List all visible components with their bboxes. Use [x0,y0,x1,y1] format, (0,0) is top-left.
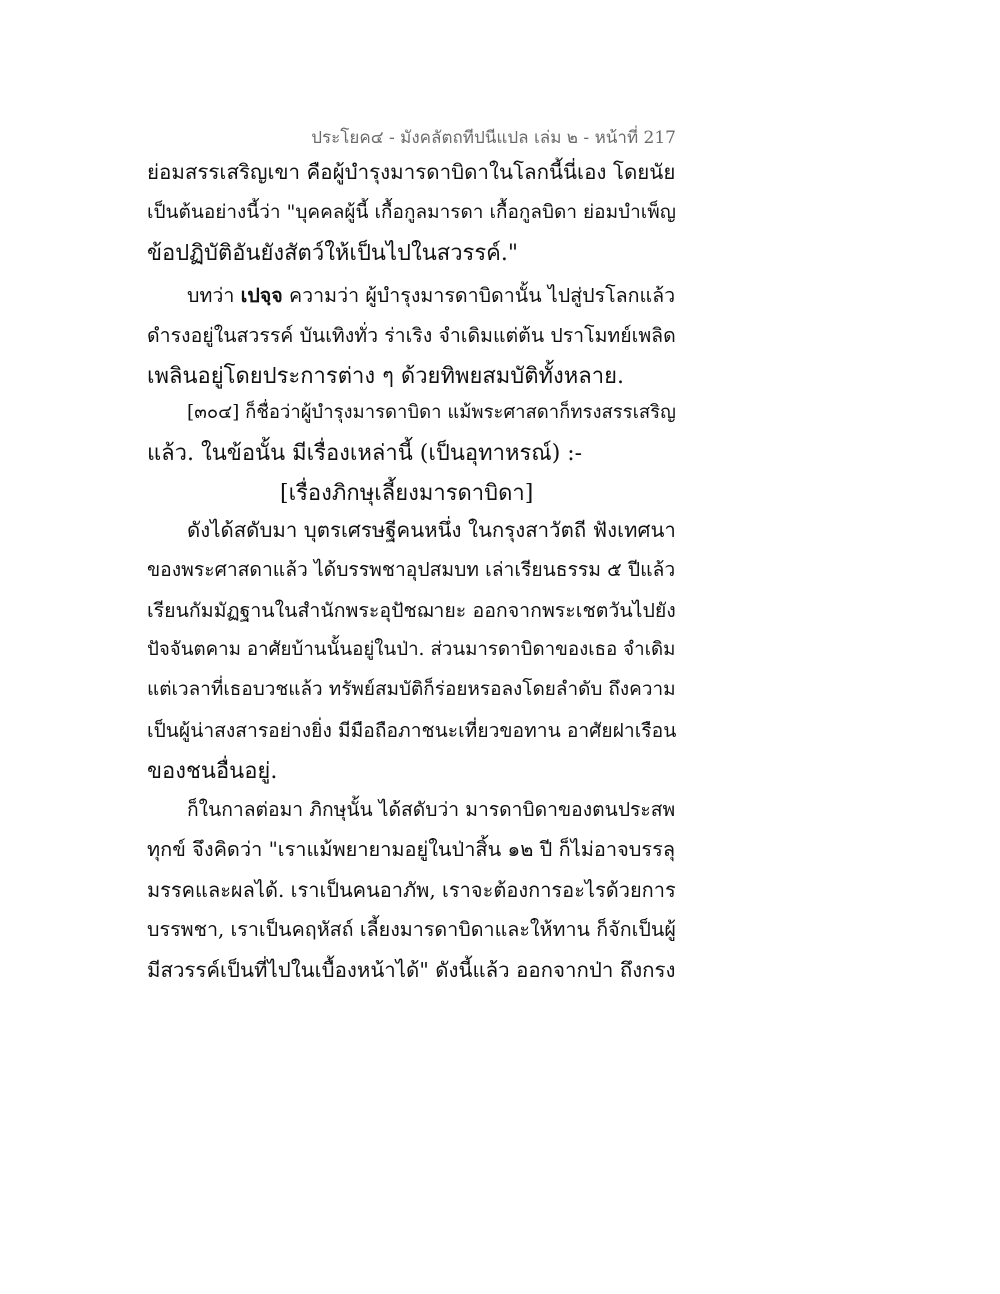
text-line: มรรคและผลได้. เราเป็นคนอาภัพ, เราจะต้องการอะไรด้วยการ [147,878,676,902]
text-line: เพลินอยู่โดยประการต่าง ๆ ด้วยทิพยสมบัติทั้งหลาย. [147,364,624,389]
text-fragment: ความว่า ผู้บำรุงมารดาบิดานั้น ไปสู่ปรโลกแล้ว [282,284,676,307]
text-line: ของพระศาสดาแล้ว ได้บรรพชาอุปสมบท เล่าเรียนธรรม ๕ ปีแล้ว [147,558,676,581]
bold-term: เปจฺจ [240,284,283,307]
text-line: ย่อมสรรเสริญเขา คือผู้บำรุงมารดาบิดาในโลกนี้นี่เอง โดยนัย [147,160,676,184]
text-line: ดำรงอยู่ในสวรรค์ บันเทิงทั่ว ร่าเริง จำเดิมแต่ต้น ปราโมทย์เพลิด [147,324,676,347]
text-line: [๓๐๔] ก็ชื่อว่าผู้บำรุงมารดาบิดา แม้พระศาสดาก็ทรงสรรเสริญ [187,402,676,423]
text-line: เรียนกัมมัฏฐานในสำนักพระอุปัชฌายะ ออกจากพระเชตวันไปยัง [147,599,676,622]
text-line: ทุกข์ จึงคิดว่า "เราแม้พยายามอยู่ในป่าสิ้น ๑๒ ปี ก็ไม่อาจบรรลุ [147,837,676,861]
text-line: บรรพชา, เราเป็นคฤหัสถ์ เลี้ยงมารดาบิดาและให้ทาน ก็จักเป็นผู้ [147,918,676,941]
text-line: เป็นผู้น่าสงสารอย่างยิ่ง มีมือถือภาชนะเที่ยวขอทาน อาศัยฝาเรือน [147,719,677,742]
running-header: ประโยค๔ - มังคลัตถทีปนีแปล เล่ม ๒ - หน้าที่ 217 [311,128,676,148]
text-line: แต่เวลาที่เธอบวชแล้ว ทรัพย์สมบัติก็ร่อยหรอลงโดยลำดับ ถึงความ [147,678,676,700]
text-line: ของชนอื่นอยู่. [147,759,278,784]
text-line: มีสวรรค์เป็นที่ไปในเบื้องหน้าได้" ดังนี้แล้ว ออกจากป่า ถึงกรง [147,958,676,982]
text-line: ข้อปฏิบัติอันยังสัตว์ให้เป็นไปในสวรรค์." [147,241,519,266]
paragraph-line [187,286,675,306]
text-fragment: บทว่า [187,284,241,307]
text-line: ก็ในกาลต่อมา ภิกษุนั้น ได้สดับว่า มารดาบิดาของตนประสพ [187,798,676,821]
text-line: เป็นต้นอย่างนี้ว่า "บุคคลผู้นี้ เกื้อกูลมารดา เกื้อกูลบิดา ย่อมบำเพ็ญ [147,201,676,223]
text-line: ปัจจันตคาม อาศัยบ้านนั้นอยู่ในป่า. ส่วนมารดาบิดาของเธอ จำเดิม [147,639,676,660]
text-line: ดังได้สดับมา บุตรเศรษฐีคนหนึ่ง ในกรุงสาวัตถี ฟังเทศนา [187,518,676,542]
text-line: แล้ว. ในข้อนั้น มีเรื่องเหล่านี้ (เป็นอุทาหรณ์) :- [147,441,583,466]
section-heading: [เรื่องภิกษุเลี้ยงมารดาบิดา] [280,481,534,506]
